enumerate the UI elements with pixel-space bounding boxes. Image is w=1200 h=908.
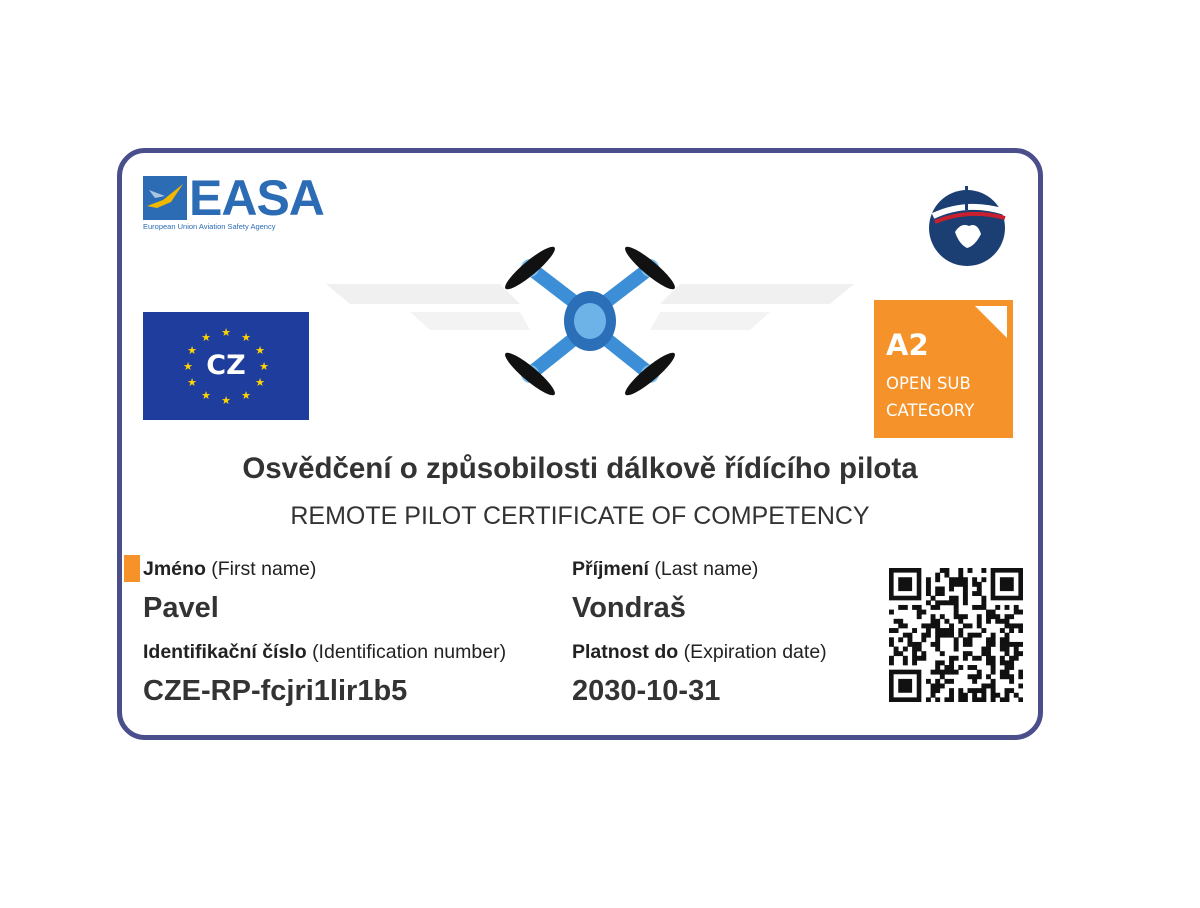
svg-text:★: ★ bbox=[221, 394, 231, 407]
eu-flag bbox=[143, 312, 309, 420]
svg-text:★: ★ bbox=[255, 376, 265, 389]
last-name-value: Vondraš bbox=[572, 592, 686, 624]
certificate-title-en: REMOTE PILOT CERTIFICATE OF COMPETENCY bbox=[290, 502, 870, 530]
first-name-value: Pavel bbox=[143, 592, 219, 624]
id-number-label-cz: Identifikační číslo bbox=[143, 641, 307, 663]
svg-text:★: ★ bbox=[241, 331, 251, 344]
easa-logo-subtitle: European Union Aviation Safety Agency bbox=[143, 222, 276, 231]
drone-illustration bbox=[320, 226, 860, 416]
svg-text:★: ★ bbox=[187, 344, 197, 357]
svg-text:★: ★ bbox=[201, 389, 211, 402]
category-badge bbox=[874, 300, 1013, 438]
first-name-label-en: (First name) bbox=[211, 558, 317, 580]
first-name-label-cz: Jméno bbox=[143, 558, 206, 580]
svg-text:★: ★ bbox=[201, 331, 211, 344]
category-code: A2 bbox=[886, 328, 929, 362]
svg-text:★: ★ bbox=[255, 344, 265, 357]
last-name-label-cz: Příjmení bbox=[572, 558, 649, 580]
country-code: CZ bbox=[206, 350, 246, 381]
id-number-value: CZE-RP-fcjri1lir1b5 bbox=[143, 675, 408, 707]
easa-logo-text: EASA bbox=[189, 170, 324, 226]
caa-emblem-icon bbox=[925, 182, 1011, 268]
expiration-label-cz: Platnost do bbox=[572, 641, 679, 663]
first-name-label bbox=[143, 558, 316, 581]
qr-code-icon bbox=[889, 568, 1023, 702]
expiration-label bbox=[572, 641, 827, 664]
svg-text:★: ★ bbox=[241, 389, 251, 402]
category-description bbox=[886, 370, 974, 424]
svg-text:★: ★ bbox=[187, 376, 197, 389]
svg-text:★: ★ bbox=[183, 360, 193, 373]
easa-logo bbox=[143, 170, 324, 234]
category-line-1: OPEN SUB bbox=[886, 374, 971, 393]
easa-bird-icon bbox=[143, 176, 187, 220]
certificate-title-cz: Osvědčení o způsobilosti dálkově řídícího pilota bbox=[242, 452, 918, 485]
svg-text:★: ★ bbox=[259, 360, 269, 373]
corner-fold bbox=[975, 306, 1007, 338]
expiration-label-en: (Expiration date) bbox=[683, 641, 827, 663]
last-name-label-en: (Last name) bbox=[654, 558, 759, 580]
svg-text:★: ★ bbox=[221, 326, 231, 339]
last-name-label bbox=[572, 558, 758, 581]
orange-marker bbox=[124, 555, 140, 582]
id-number-label bbox=[143, 641, 506, 664]
id-number-label-en: (Identification number) bbox=[312, 641, 507, 663]
category-line-2: CATEGORY bbox=[886, 401, 975, 420]
expiration-value: 2030-10-31 bbox=[572, 675, 721, 707]
